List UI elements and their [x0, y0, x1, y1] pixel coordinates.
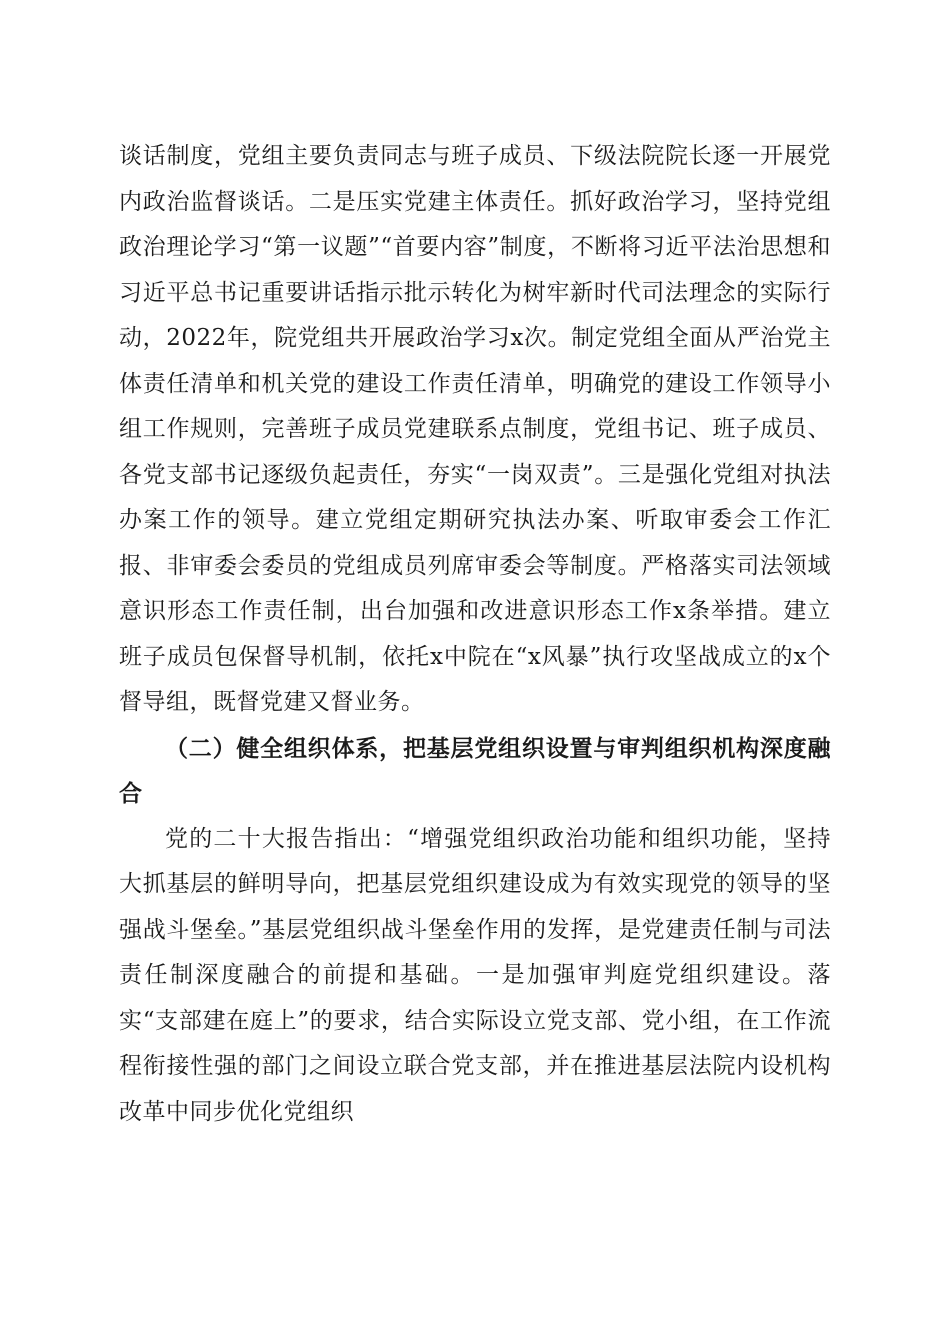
paragraph-body: 党的二十大报告指出：“增强党组织政治功能和组织功能，坚持大抓基层的鲜明导向，把基层党组织建设成为有效实现党的领导的坚强战斗堡垒。”基层党组织战斗堡垒作用的发挥，是党建责任制与司法责任制深度融合的前提和基础。一是加强审判庭党组织建设。落实“支部建在庭上”的要求，结合实际设立党支部、党小组，在工作流程衔接性强的部门之间设立联合党支部，并在推进基层法院内设机构改革中同步优化党组织	[119, 825, 831, 1125]
section-heading: （二）健全组织体系，把基层党组织设置与审判组织机构深度融合	[119, 734, 831, 807]
paragraph-continuation: 谈话制度，党组主要负责同志与班子成员、下级法院院长逐一开展党内政治监督谈话。二是压实党建主体责任。抓好政治学习，坚持党组政治理论学习“第一议题”“首要内容”制度，不断将习近平法治思想和习近平总书记重要讲话指示批示转化为树牢新时代司法理念的实际行动，2022年，院党组共开展政治学习x次。制定党组全面从严治党主体责任清单和机关党的建设工作责任清单，明确党的建设工作领导小组工作规则，完善班子成员党建联系点制度，党组书记、班子成员、各党支部书记逐级负起责任，夯实“一岗双责”。三是强化党组对执法办案工作的领导。建立党组定期研究执法办案、听取审委会工作汇报、非审委会委员的党组成员列席审委会等制度。严格落实司法领域意识形态工作责任制，出台加强和改进意识形态工作x条举措。建立班子成员包保督导机制，依托x中院在“x风暴”执行攻坚战成立的x个督导组，既督党建又督业务。	[119, 143, 831, 715]
document-body	[119, 134, 831, 1135]
